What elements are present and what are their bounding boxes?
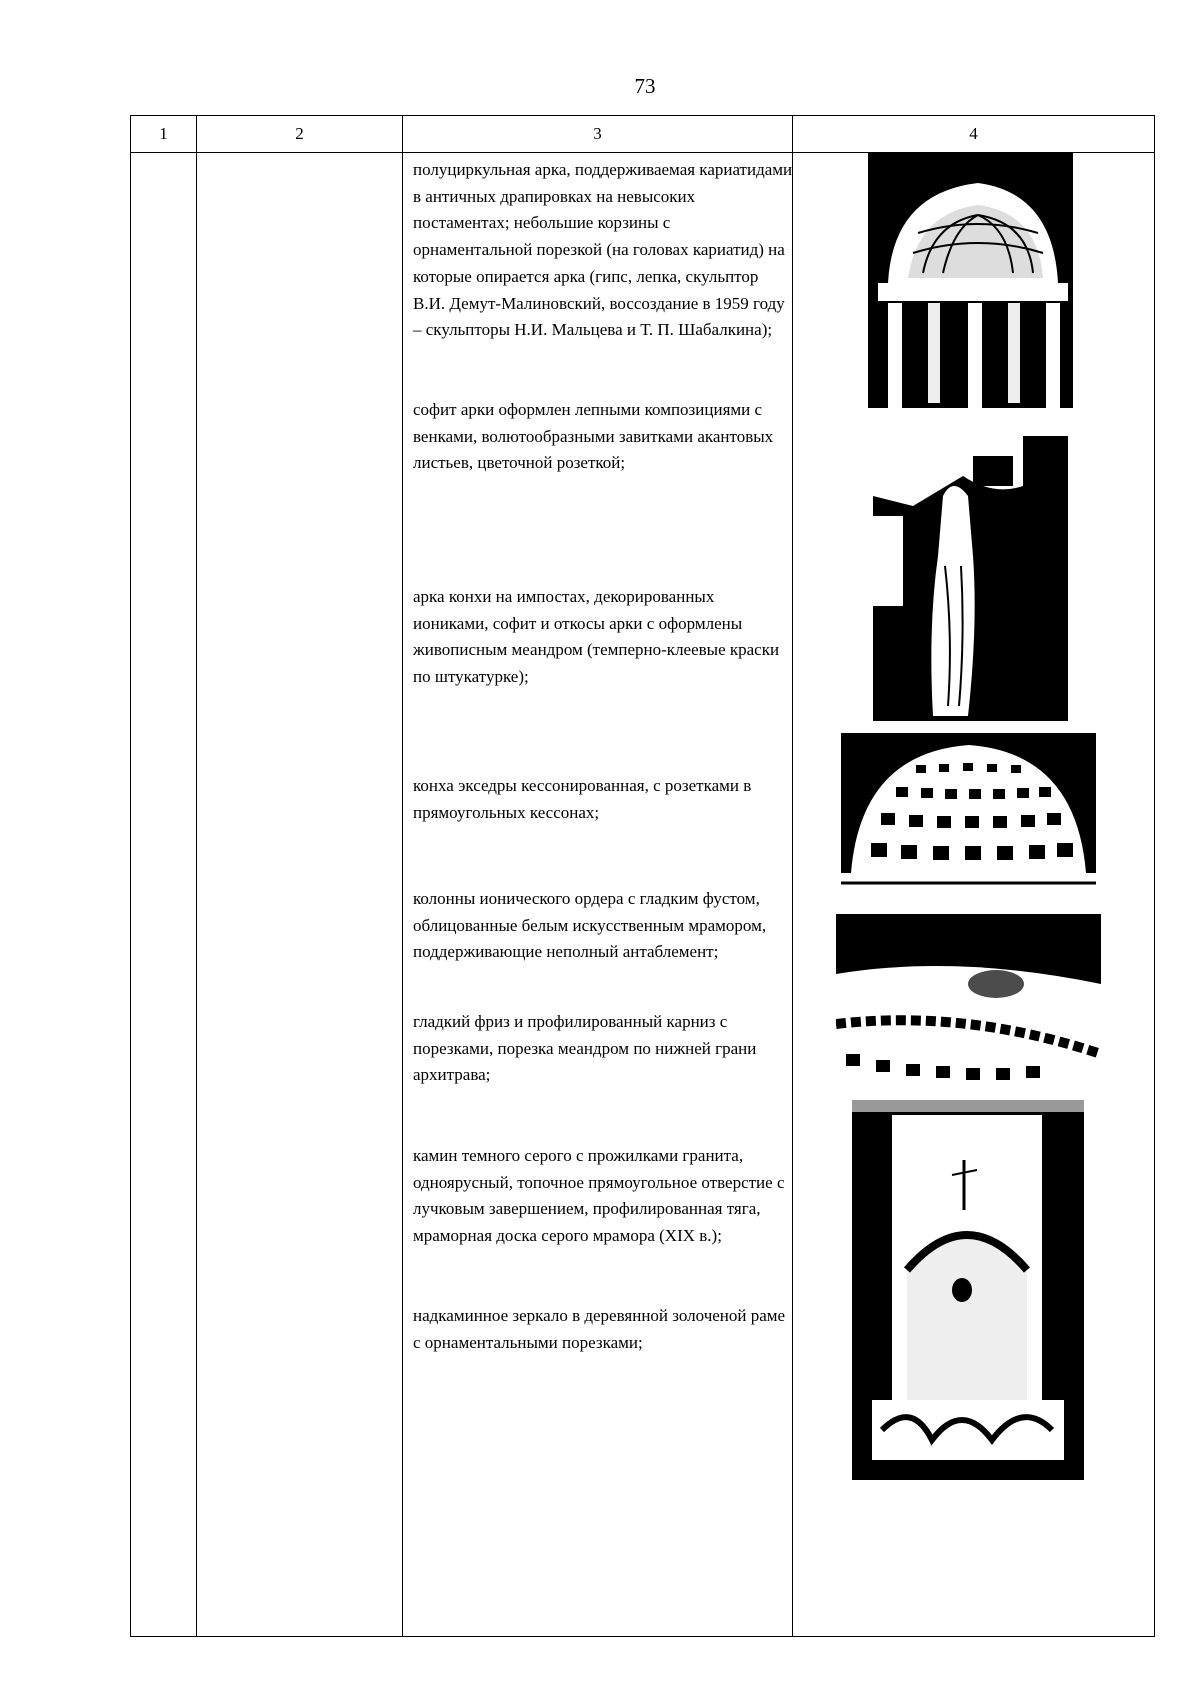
cell-photos: [793, 153, 1155, 1637]
description-arch-caryatids: полуциркульная арка, поддерживаемая кариатидами в античных драпировках на невысоких постаментах; небольшие корзины с орнаментальной порезкой (на головах кариатид) на которые опирается арка (гипс, лепка, скульптор В.И. Демут-Малиновский, воссоздание в 1959 году – скульпторы Н.И. Мальцева и Т. П. Шабалкина);: [413, 160, 793, 340]
cell-element: [197, 153, 403, 1637]
description-conch-arch: арка конхи на импостах, декорированных иониками, софит и откосы арки с оформлены живописным меандром (темперно-клеевые краски по штукатурке);: [413, 587, 780, 687]
cell-description: [403, 153, 793, 1637]
monument-table: [130, 115, 1155, 1637]
photo-dome-colonnade: [868, 153, 1073, 425]
description-exedra-conch: конха экседры кессонированная, с розетками в прямоугольных кессонах;: [413, 776, 752, 822]
table-header-row: [131, 116, 1155, 153]
description-ionic-columns: колонны ионического ордера с гладким фустом, облицованные белым искусственным мрамором, поддерживающие неполный антаблемент;: [413, 889, 767, 962]
photo-caryatid: [873, 436, 1068, 721]
photo-frieze-cornice: [836, 914, 1101, 1089]
description-mirror: надкаминное зеркало в деревянной золоченой раме с орнаментальными порезками;: [413, 1306, 786, 1352]
photo-coffered-conch: [841, 733, 1096, 901]
column-header-4: 4: [793, 116, 1155, 153]
description-frieze-cornice: гладкий фриз и профилированный карниз с порезками, порезка меандром по нижней грани архитрава;: [413, 1012, 757, 1085]
page-number: 73: [634, 74, 656, 98]
description-arch-soffit: софит арки оформлен лепными композициями с венками, волютообразными завитками акантовых листьев, цветочной розеткой;: [413, 400, 774, 473]
description-fireplace: камин темного серого с прожилками гранита, одноярусный, топочное прямоугольное отверстие с лучковым завершением, профилированная тяга, мраморная доска серого мрамора (XIX в.);: [413, 1146, 785, 1246]
column-header-3: 3: [403, 116, 793, 153]
photo-fireplace-mirror: [852, 1100, 1084, 1480]
cell-number: [131, 153, 197, 1637]
column-header-1: 1: [131, 116, 197, 153]
column-header-2: 2: [197, 116, 403, 153]
table-row: [131, 153, 1155, 1637]
